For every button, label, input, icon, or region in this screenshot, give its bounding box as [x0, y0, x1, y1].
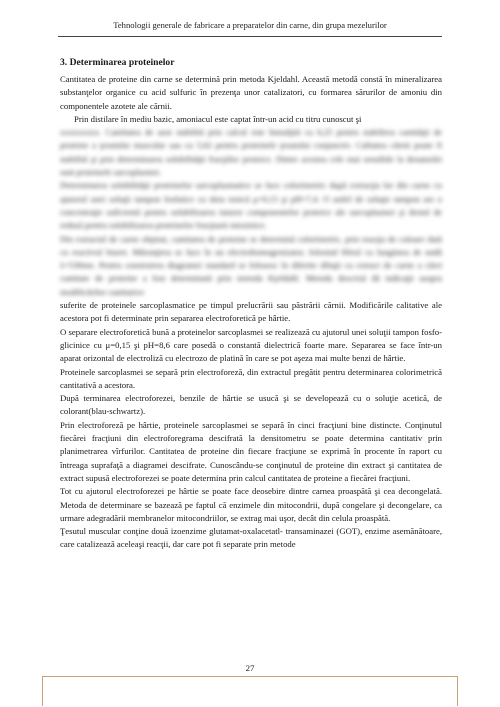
page-content	[60, 56, 442, 552]
paragraph: Ţesutul muscular conţine două izoenzime glutamat-oxalacetatl- transaminazei (GOT), enzime asemănătoare, care catalizează aceleaşi reacţii, dar care pot fi separate prin metode	[60, 526, 442, 550]
paragraph: Proteinele sarcoplasmei se separă prin electroforeză, din extractul pregătit pentru determinarea colorimetrică cantitativă a acestora.	[60, 366, 442, 390]
page-number: 27	[245, 663, 255, 673]
blurred-paragraph: Determinarea solubilităţii proteinelor sarcoplasmatice se face colorimetric după extracţia lor din carne cu ajutorul unei soluţii tampon fosfatice cu tăria ionică μ=0,15 şi pH=7,4. O astfel de soluţie tampon are o concentraţie suficientă pentru solubilizarea tuturor componentelor proteice ale sarcoplasmei şi destul de redusă pentru solubilizarea proteinelor fracţiunii miozinice.	[60, 180, 442, 231]
paragraph: După terminarea electroforezei, benzile de hârtie se usucă şi se developează cu o soluţie acetică, de colorant(blau-schwartz).	[60, 393, 442, 417]
paragraph: Tot cu ajutorul electroforezei pe hârtie se poate face deosebire dintre carnea proaspătă şi cea decongelată. Metoda de determinare se bazează pe faptul că enzimele din mitocondrii, după congelare şi decongelare, ca urmare adegradării membranelor mitocondriilor, se extrag mai uşor, decât din celula proaspătă.	[60, 486, 442, 523]
page-border-right	[457, 676, 458, 706]
blurred-paragraph: Din extractul de carne obţinut, cantitatea de proteine se determină colorimetric, prin reacţia de culoare dată cu reactivul biuret. Mărunţirea se face în un electrohomogenizator, folosind filtrul cu lungimea de undă λ=530nm. Pentru construirea diagramei standard se folosesc în diferite diluţii cu extract de carne a cărei cantitate de proteine a fost determinată prin metoda Kjeldahl. Metoda descrisă dă indicaţii asupra modificărilor cantitative	[60, 233, 442, 297]
paragraph: Prin electroforeză pe hârtie, proteinele sarcoplasmei se separă în cinci fracţiuni bine distincte. Conţinutul fiecărei fracţiuni din electroforegrama descifrată la densitometru se poate determina cantitativ prin planimetrarea vîrfurilor. Cantitatea de proteine din fiecare fracţiune se exprimă în procente în raport cu întreaga suprafaţă a diagramei descifrate. Cunoscându-se conţinutul de proteine din extract şi cantitatea de extract supusă electroforezei se poate determina prin calcul cantitatea de proteine a fiecărei fracţiuni.	[60, 419, 442, 483]
page-border-left	[42, 676, 43, 706]
paragraph: Cantitatea de proteine din carne se determină prin metoda Kjeldahl. Această metodă constă în mineralizarea substanţelor organice cu acid sulfuric în prezenţa unor catalizatori, cu formarea sărurilor de amoniu din componentele azotete ale cărnii.	[60, 74, 442, 111]
section-heading: 3. Determinarea proteinelor	[60, 57, 175, 68]
paragraph: Prin distilare în mediu bazic, amoniacul este captat într-un acid cu titru cunoscut şi	[74, 113, 362, 124]
running-header: Tehnologii generale de fabricare a preparatelor din carne, din grupa mezelurilor	[113, 20, 387, 30]
blurred-text-region	[60, 126, 442, 299]
blurred-paragraph: xxxxxxxxx. Cantitatea de azot stabilită prin calcul este înmulţită cu 6,25 pentru stabilirea cantităţii de proteine a ţesutului muscular sau cu 5,62 pentru proteinele ţesutului conjunctiv. Calitatea cărnii poate fi stabilită şi prin determinarea solubilităţii fracţiilor proteice. Dintre acestea cele mai sensibile la denaturări sunt proteinele sarcoplasmei.	[60, 127, 442, 178]
page-border	[42, 676, 458, 677]
header-rule	[58, 36, 442, 37]
paragraph: suferite de proteinele sarcoplasmatice pe timpul prelucrării sau păstrării cărnii. Modificările calitative ale acestora pot fi determinate prin separarea electroforetică pe hârtie.	[60, 300, 442, 324]
paragraph: O separare electroforetică bună a proteinelor sarcoplasmei se realizează cu ajutorul unei soluţii tampon fosfo-glicinice cu μ=0,15 şi pH=8,6 care posedă o constantă dielectrică foarte mare. Separarea se face într-un aparat orizontal de electroliză cu electrozo de platină în care se pot aşeza mai multe benzi de hârtie.	[60, 326, 442, 364]
